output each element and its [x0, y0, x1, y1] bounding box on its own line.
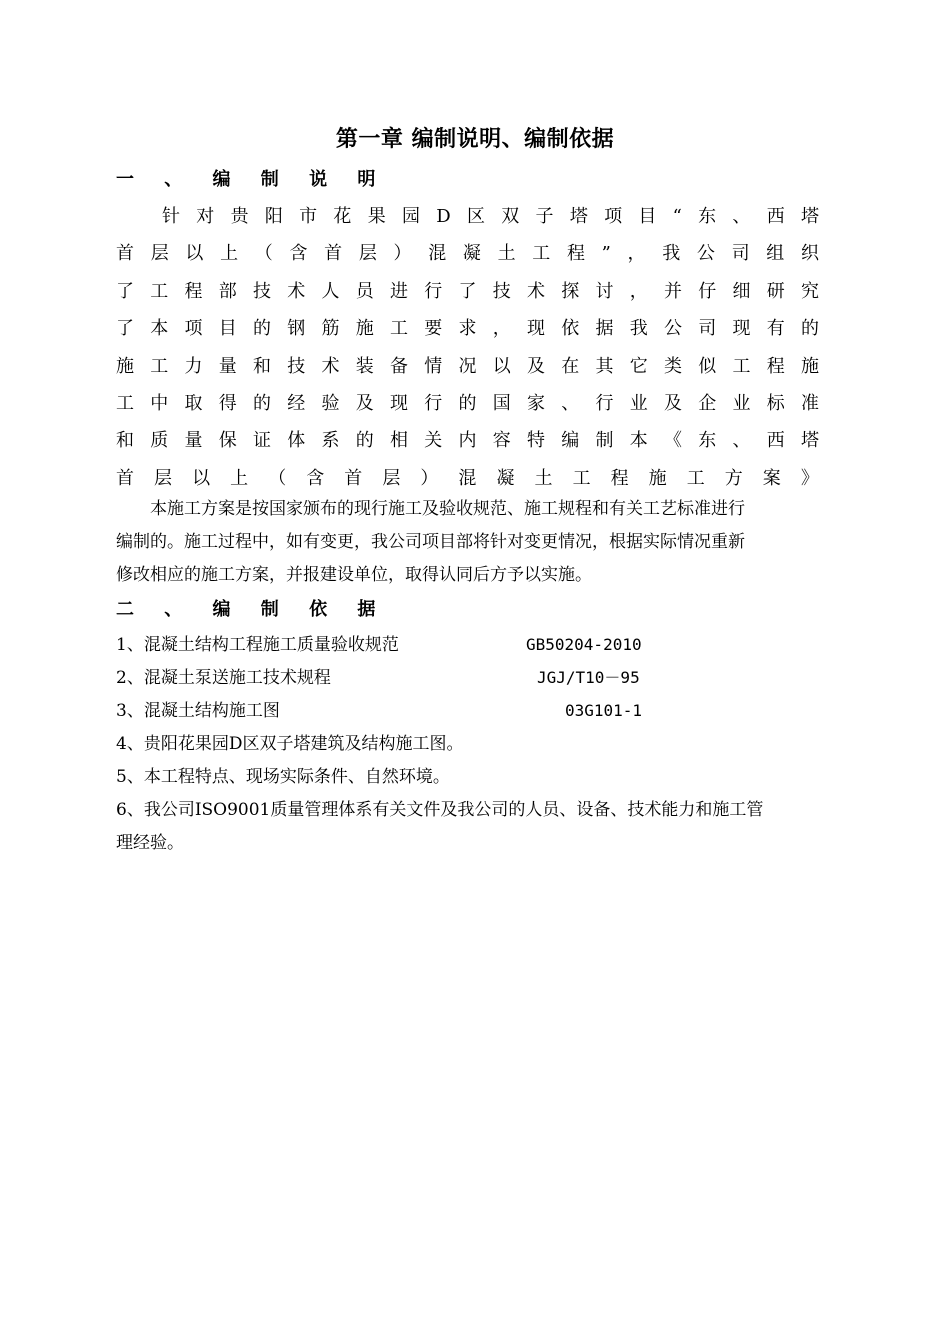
scheme-paragraph: [116, 493, 836, 592]
section-heading-basis: 二 、 编 制 依 据: [116, 599, 388, 620]
paragraph-line: 本施工方案是按国家颁布的现行施工及验收规范、施工规程和有关工艺标准进行: [150, 499, 745, 519]
description-line: 工 中 取 得 的 经 验 及 现 行 的 国 家 、 行 业 及 企 业 标 准: [116, 392, 820, 414]
paragraph-line: 6、我公司ISO9001质量管理体系有关文件及我公司的人员、设备、技术能力和施工管: [116, 800, 764, 820]
description-line: 首 层 以 上 （ 含 首 层 ） 混 凝 土 工 程 施 工 方 案 》: [116, 467, 820, 489]
basis-item-1-code: GB50204-2010: [526, 635, 642, 654]
description-line: 和 质 量 保 证 体 系 的 相 关 内 容 特 编 制 本 《 东 、 西 塔: [116, 430, 820, 452]
description-paragraph: [116, 198, 820, 497]
basis-item-4: 4、贵阳花果园D区双子塔建筑及结构施工图。: [116, 734, 464, 754]
description-line: 了 本 项 目 的 钢 筋 施 工 要 求 ， 现 依 据 我 公 司 现 有 的: [116, 318, 820, 340]
basis-item-2: 2、混凝土泵送施工技术规程: [116, 668, 331, 688]
basis-item-6: [116, 794, 856, 860]
paragraph-line: 修改相应的施工方案，并报建设单位，取得认同后方予以实施。: [116, 565, 592, 585]
basis-item-1: 1、混凝土结构工程施工质量验收规范: [116, 635, 399, 655]
paragraph-line: 理经验。: [116, 833, 184, 853]
description-line: 施 工 力 量 和 技 术 装 备 情 况 以 及 在 其 它 类 似 工 程 施: [116, 355, 820, 377]
description-line: 首 层 以 上 （ 含 首 层 ） 混 凝 土 工 程 ” ， 我 公 司 组 织: [116, 243, 820, 265]
description-line: 了 工 程 部 技 术 人 员 进 行 了 技 术 探 讨 ， 并 仔 细 研 究: [116, 280, 820, 302]
chapter-title: 第一章 编制说明、编制依据: [335, 127, 615, 152]
basis-item-5: 5、本工程特点、现场实际条件、自然环境。: [116, 767, 450, 787]
basis-item-3: 3、混凝土结构施工图: [116, 701, 280, 721]
description-line: 针 对 贵 阳 市 花 果 园 D 区 双 子 塔 项 目 “ 东 、 西 塔: [162, 206, 820, 227]
paragraph-line: 编制的。施工过程中，如有变更，我公司项目部将针对变更情况，根据实际情况重新: [116, 532, 745, 552]
basis-item-3-code: 03G101-1: [565, 701, 643, 720]
basis-item-2-code: JGJ/T10－95: [537, 668, 640, 687]
section-heading-description: 一 、 编 制 说 明: [116, 169, 388, 190]
